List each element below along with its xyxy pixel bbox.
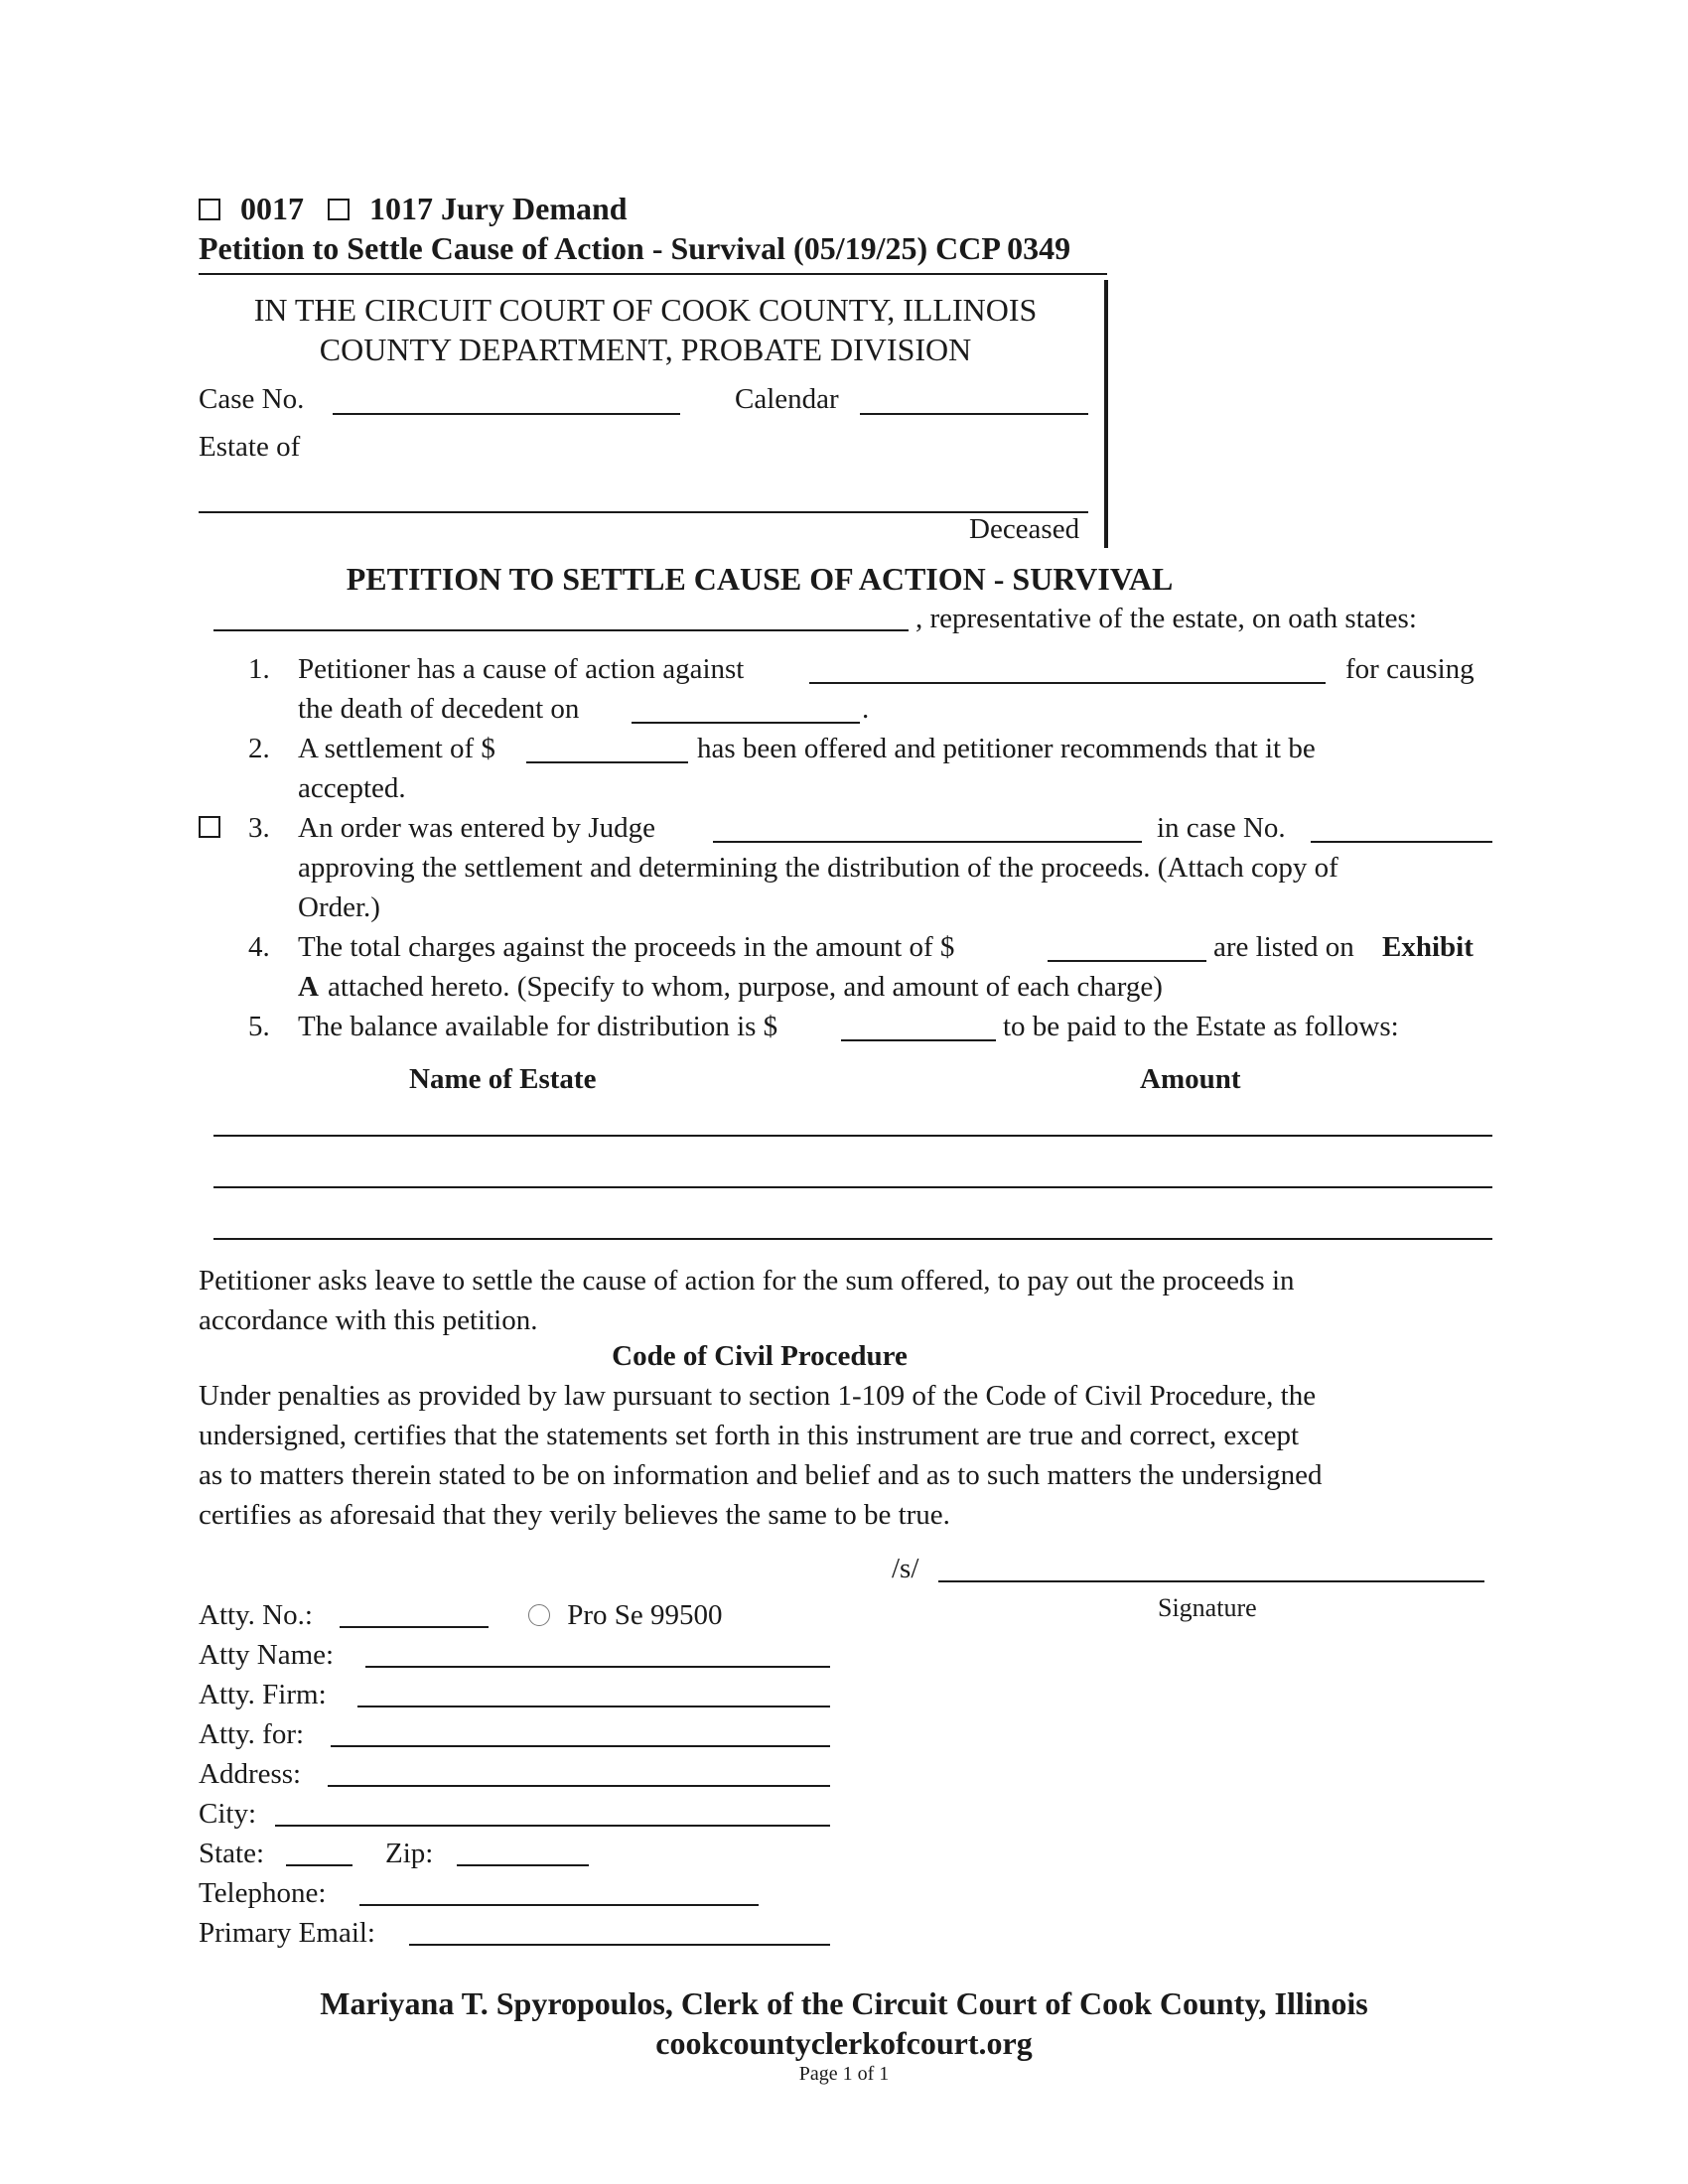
petition-title: PETITION TO SETTLE CAUSE OF ACTION - SURVIVAL xyxy=(346,561,1174,597)
pro-se-option[interactable]: Pro Se 99500 xyxy=(528,1595,723,1635)
judge-name-field[interactable] xyxy=(713,841,1142,843)
zip-field[interactable] xyxy=(457,1864,589,1866)
distribution-row-2[interactable] xyxy=(213,1186,1492,1188)
item-4-number: 4. xyxy=(248,931,270,963)
distribution-row-1[interactable] xyxy=(213,1135,1492,1137)
atty-firm-field[interactable] xyxy=(357,1706,830,1707)
distribution-row-3[interactable] xyxy=(213,1238,1492,1240)
item-3-text-mid: in case No. xyxy=(1157,812,1286,844)
atty-firm-label: Atty. Firm: xyxy=(199,1679,327,1710)
page-number: Page 1 of 1 xyxy=(798,2063,890,2085)
case-type-0017[interactable]: 0017 xyxy=(199,189,304,228)
item-3-text: An order was entered by Judge xyxy=(298,812,655,844)
certification-line-4: certifies as aforesaid that they verily believes the same to be true. xyxy=(199,1499,950,1531)
settlement-amount-field[interactable] xyxy=(526,761,688,763)
telephone-label: Telephone: xyxy=(199,1877,327,1909)
item-1-period: . xyxy=(862,693,870,725)
item-1-line2: the death of decedent on xyxy=(298,693,580,725)
atty-no-label: Atty. No.: xyxy=(199,1599,313,1631)
telephone-field[interactable] xyxy=(359,1904,759,1906)
certification-line-3: as to matters therein stated to be on information and belief and as to such matters the undersigned xyxy=(199,1459,1323,1491)
item-3-checkbox[interactable] xyxy=(199,816,220,838)
checkbox-1017[interactable] xyxy=(328,199,350,220)
court-name: IN THE CIRCUIT COURT OF COOK COUNTY, ILLINOIS xyxy=(253,292,1038,328)
item-1-number: 1. xyxy=(248,653,270,685)
estate-name-field[interactable] xyxy=(199,511,1088,513)
estate-of-label: Estate of xyxy=(199,431,301,463)
deceased-label: Deceased xyxy=(969,513,1080,545)
death-date-field[interactable] xyxy=(632,722,860,724)
form-title: Petition to Settle Cause of Action - Survival (05/19/25) CCP 0349 xyxy=(199,230,1071,266)
address-label: Address: xyxy=(199,1758,302,1790)
clerk-website: cookcountyclerkofcourt.org xyxy=(655,2025,1033,2061)
item-5-text-end: to be paid to the Estate as follows: xyxy=(1003,1011,1399,1042)
checkbox-0017[interactable] xyxy=(199,199,220,220)
representative-text: , representative of the estate, on oath states: xyxy=(915,603,1417,634)
zip-label: Zip: xyxy=(385,1838,434,1869)
calendar-field[interactable] xyxy=(860,413,1088,415)
signature-prefix: /s/ xyxy=(892,1553,919,1584)
item-4-exhibit: Exhibit xyxy=(1382,931,1474,963)
item-4-text-mid: are listed on xyxy=(1213,931,1354,963)
city-label: City: xyxy=(199,1798,257,1830)
atty-for-label: Atty. for: xyxy=(199,1718,305,1750)
court-division: COUNTY DEPARTMENT, PROBATE DIVISION xyxy=(319,332,972,367)
case-type-1017[interactable]: 1017 Jury Demand xyxy=(328,189,628,228)
item-5-text: The balance available for distribution is $ xyxy=(298,1011,778,1042)
email-field[interactable] xyxy=(409,1944,830,1946)
caption-vertical-rule xyxy=(1104,280,1108,548)
case-no-label: Case No. xyxy=(199,383,305,415)
signature-field[interactable] xyxy=(938,1580,1484,1582)
defendant-field[interactable] xyxy=(809,682,1326,684)
charges-amount-field[interactable] xyxy=(1048,960,1206,962)
city-field[interactable] xyxy=(275,1825,830,1827)
item-3-number: 3. xyxy=(248,812,270,844)
signature-label: Signature xyxy=(1158,1593,1257,1622)
state-field[interactable] xyxy=(286,1864,352,1866)
leave-line-2: accordance with this petition. xyxy=(199,1304,538,1336)
header-rule xyxy=(199,273,1107,275)
atty-name-label: Atty Name: xyxy=(199,1639,335,1671)
item-2-text-end: has been offered and petitioner recommends that it be xyxy=(697,733,1316,764)
item-4-line2: attached hereto. (Specify to whom, purpose, and amount of each charge) xyxy=(328,971,1163,1003)
atty-name-field[interactable] xyxy=(365,1666,830,1668)
case-no-field[interactable] xyxy=(333,413,680,415)
order-case-no-field[interactable] xyxy=(1311,841,1492,843)
item-3-line2: approving the settlement and determining the distribution of the proceeds. (Attach copy of xyxy=(298,852,1338,884)
email-label: Primary Email: xyxy=(199,1917,375,1949)
calendar-label: Calendar xyxy=(735,383,839,415)
item-1-text-end: for causing xyxy=(1345,653,1475,685)
item-1-text: Petitioner has a cause of action against xyxy=(298,653,745,685)
atty-for-field[interactable] xyxy=(331,1745,830,1747)
address-field[interactable] xyxy=(328,1785,830,1787)
item-2-number: 2. xyxy=(248,733,270,764)
item-4-exhibit-letter: A xyxy=(298,971,319,1003)
atty-no-field[interactable] xyxy=(340,1626,489,1628)
item-5-number: 5. xyxy=(248,1011,270,1042)
pro-se-radio[interactable] xyxy=(528,1604,550,1626)
representative-name-field[interactable] xyxy=(213,629,909,631)
item-4-text: The total charges against the proceeds in the amount of $ xyxy=(298,931,955,963)
state-label: State: xyxy=(199,1838,265,1869)
certification-heading: Code of Civil Procedure xyxy=(612,1340,908,1372)
column-amount: Amount xyxy=(1140,1063,1241,1095)
column-name-of-estate: Name of Estate xyxy=(409,1063,597,1095)
item-2-text: A settlement of $ xyxy=(298,733,495,764)
leave-line-1: Petitioner asks leave to settle the cause of action for the sum offered, to pay out the proceeds in xyxy=(199,1265,1295,1297)
certification-line-2: undersigned, certifies that the statements set forth in this instrument are true and correct, except xyxy=(199,1420,1300,1451)
item-2-line2: accepted. xyxy=(298,772,406,804)
clerk-name: Mariyana T. Spyropoulos, Clerk of the Circuit Court of Cook County, Illinois xyxy=(320,1985,1368,2021)
item-3-line3: Order.) xyxy=(298,891,380,923)
certification-line-1: Under penalties as provided by law pursuant to section 1-109 of the Code of Civil Procedure, the xyxy=(199,1380,1317,1412)
item-3-checkbox-wrap[interactable] xyxy=(199,808,220,848)
balance-amount-field[interactable] xyxy=(841,1039,996,1041)
